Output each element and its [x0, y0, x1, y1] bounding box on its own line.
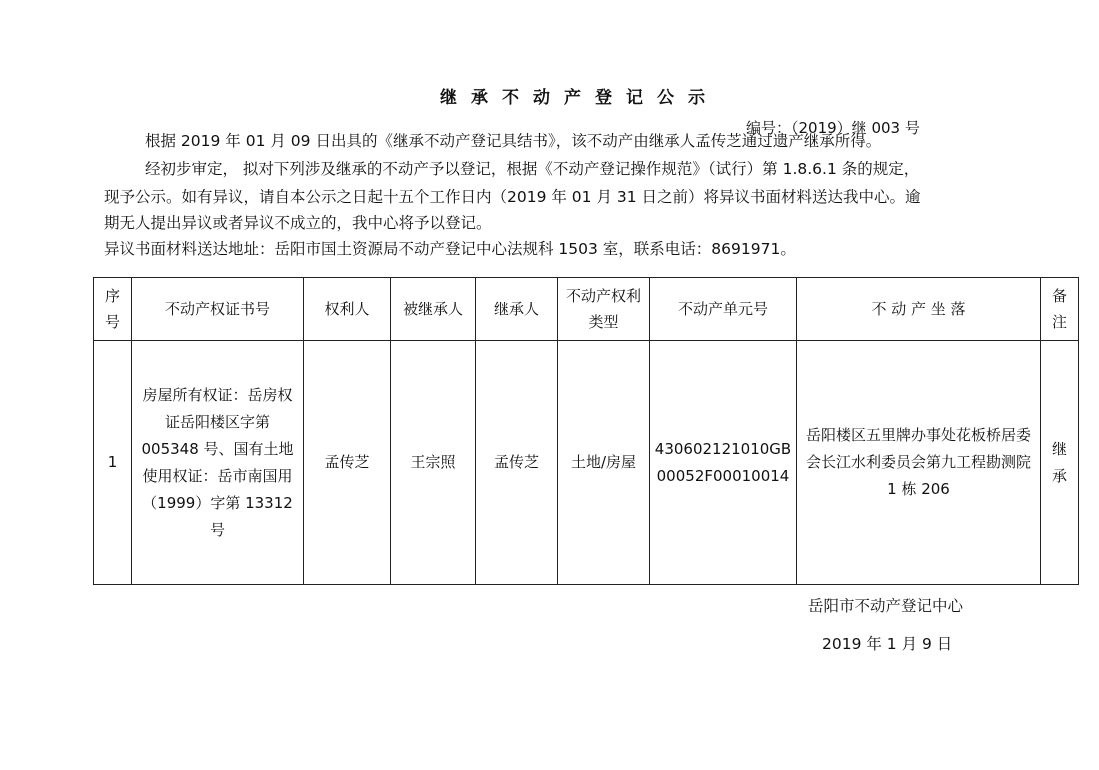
paragraph-no-objection: 期无人提出异议或者异议不成立的，我中心将予以登记。	[104, 214, 492, 232]
cell-unit-no: 430602121010GB00052F00010014	[650, 341, 797, 585]
paragraph-address: 异议书面材料送达地址：岳阳市国土资源局不动产登记中心法规科 1503 室，联系电话：8691971。	[104, 240, 796, 258]
header-unit-no: 不动产单元号	[650, 278, 797, 341]
header-location: 不 动 产 坐 落	[797, 278, 1041, 341]
header-heir: 继承人	[476, 278, 558, 341]
paragraph-objection-period: 现予公示。如有异议，请自本公示之日起十五个工作日内（2019 年 01 月 31 日之前）将异议书面材料送达我中心。逾	[104, 188, 921, 206]
cell-decedent: 王宗照	[391, 341, 476, 585]
cell-holder: 孟传芝	[304, 341, 391, 585]
header-right-type: 不动产权利类型	[558, 278, 650, 341]
issue-date: 2019 年 1 月 9 日	[822, 635, 953, 653]
cell-cert-no: 房屋所有权证：岳房权证岳阳楼区字第 005348 号、国有土地使用权证：岳市南国用（1999）字第 13312 号	[132, 341, 304, 585]
document-title: 继承不动产登记公示	[440, 88, 719, 108]
cell-location: 岳阳楼区五里牌办事处花板桥居委会长江水利委员会第九工程勘测院 1 栋 206	[797, 341, 1041, 585]
property-table	[93, 277, 1079, 585]
header-seq: 序号	[94, 278, 132, 341]
cell-remark: 继承	[1041, 341, 1079, 585]
table-row	[94, 341, 1079, 585]
header-holder: 权利人	[304, 278, 391, 341]
table-header-row	[94, 278, 1079, 341]
header-cert-no: 不动产权证书号	[132, 278, 304, 341]
paragraph-basis: 根据 2019 年 01 月 09 日出具的《继承不动产登记具结书》，该不动产由继承人孟传芝通过遗产继承所得。	[145, 132, 882, 150]
paragraph-review: 经初步审定， 拟对下列涉及继承的不动产予以登记，根据《不动产登记操作规范》（试行）第 1.8.6.1 条的规定，	[145, 160, 920, 178]
document-number: 编号：（2019）继 003 号	[746, 119, 920, 137]
cell-seq: 1	[94, 341, 132, 585]
cell-heir: 孟传芝	[476, 341, 558, 585]
issuing-organization: 岳阳市不动产登记中心	[808, 597, 964, 615]
header-remark: 备注	[1041, 278, 1079, 341]
header-decedent: 被继承人	[391, 278, 476, 341]
cell-right-type: 土地/房屋	[558, 341, 650, 585]
